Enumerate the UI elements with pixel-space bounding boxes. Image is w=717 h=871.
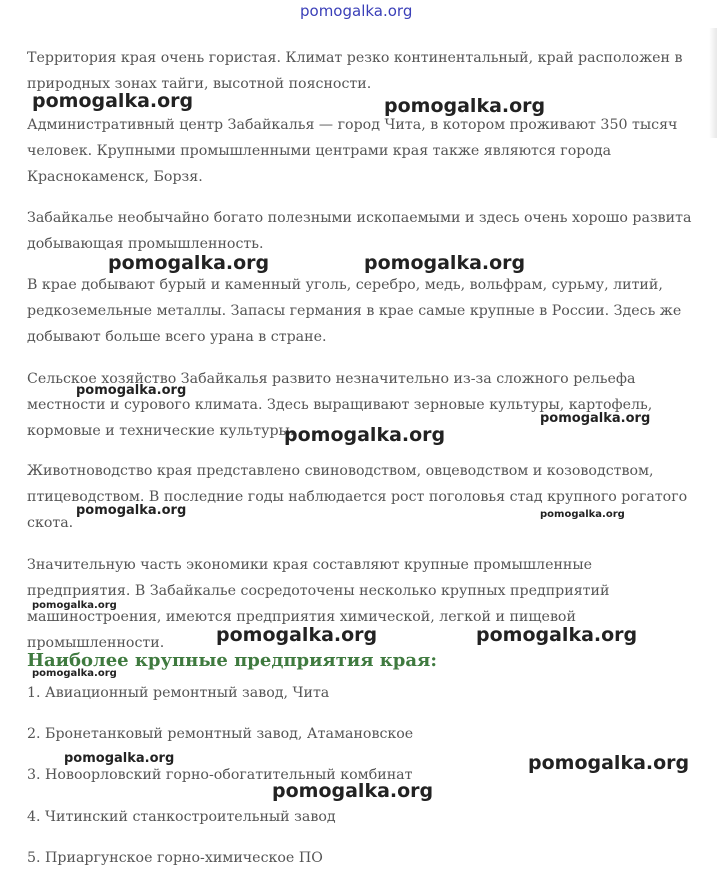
watermark: pomogalka.org bbox=[300, 2, 413, 20]
watermark: pomogalka.org bbox=[76, 503, 187, 518]
watermark: pomogalka.org bbox=[32, 600, 117, 611]
list-item: 5. Приаргунское горно-химическое ПО bbox=[27, 850, 323, 866]
watermark: pomogalka.org bbox=[32, 90, 194, 112]
watermark: pomogalka.org bbox=[32, 668, 117, 679]
watermark: pomogalka.org bbox=[64, 751, 175, 766]
watermark: pomogalka.org bbox=[540, 411, 651, 426]
section-heading: Наиболее крупные предприятия края: bbox=[27, 650, 437, 671]
watermark: pomogalka.org bbox=[540, 509, 625, 520]
watermark: pomogalka.org bbox=[528, 752, 690, 774]
list-item: 2. Бронетанковый ремонтный завод, Атамановское bbox=[27, 726, 414, 742]
list-item: 3. Новоорловский горно-обогатительный комбинат bbox=[27, 767, 413, 783]
list-item: 1. Авиационный ремонтный завод, Чита bbox=[27, 685, 330, 701]
watermark: pomogalka.org bbox=[364, 252, 526, 274]
watermark: pomogalka.org bbox=[216, 624, 378, 646]
paragraph-terrain: Территория края очень гористая. Климат резко континентальный, край расположен в природных зонах тайги, высотной поясности. bbox=[27, 50, 683, 92]
watermark: pomogalka.org bbox=[76, 383, 187, 398]
watermark: pomogalka.org bbox=[284, 424, 446, 446]
watermark: pomogalka.org bbox=[476, 624, 638, 646]
watermark: pomogalka.org bbox=[384, 95, 546, 117]
paragraph-minerals: Забайкалье необычайно богато полезными ископаемыми и здесь очень хорошо развита добывающая промышленность. bbox=[27, 210, 692, 252]
page-edge-shadow bbox=[709, 28, 717, 138]
list-item: 4. Читинский станкостроительный завод bbox=[27, 809, 336, 825]
paragraph-livestock: Животноводство края представлено свиноводством, овцеводством и козоводством, птицеводством. В последние годы наблюдается рост поголовья стад крупного рогатого скота. bbox=[27, 463, 688, 531]
watermark: pomogalka.org bbox=[108, 252, 270, 274]
paragraph-admin-center: Административный центр Забайкалья — город Чита, в котором проживают 350 тысяч человек. Крупными промышленными центрами края также являются города Краснокаменск, Борзя. bbox=[27, 117, 678, 185]
paragraph-industry: Значительную часть экономики края составляют крупные промышленные предприятия. В Забайкалье сосредоточены несколько крупных предприятий машиностроения, имеются предприятия химической, легкой и пищевой промышленности. bbox=[27, 557, 610, 651]
paragraph-agriculture: Сельское хозяйство Забайкалья развито незначительно из-за сложного рельефа местности и сурового климата. Здесь выращивают зерновые культуры, картофель, кормовые и технические культуры. bbox=[27, 371, 653, 439]
watermark: pomogalka.org bbox=[272, 780, 434, 802]
paragraph-mining: В крае добывают бурый и каменный уголь, серебро, медь, вольфрам, сурьму, литий, редкоземельные металлы. Запасы германия в крае самые крупные в России. Здесь же добывают больше всего урана в стране. bbox=[27, 277, 682, 345]
